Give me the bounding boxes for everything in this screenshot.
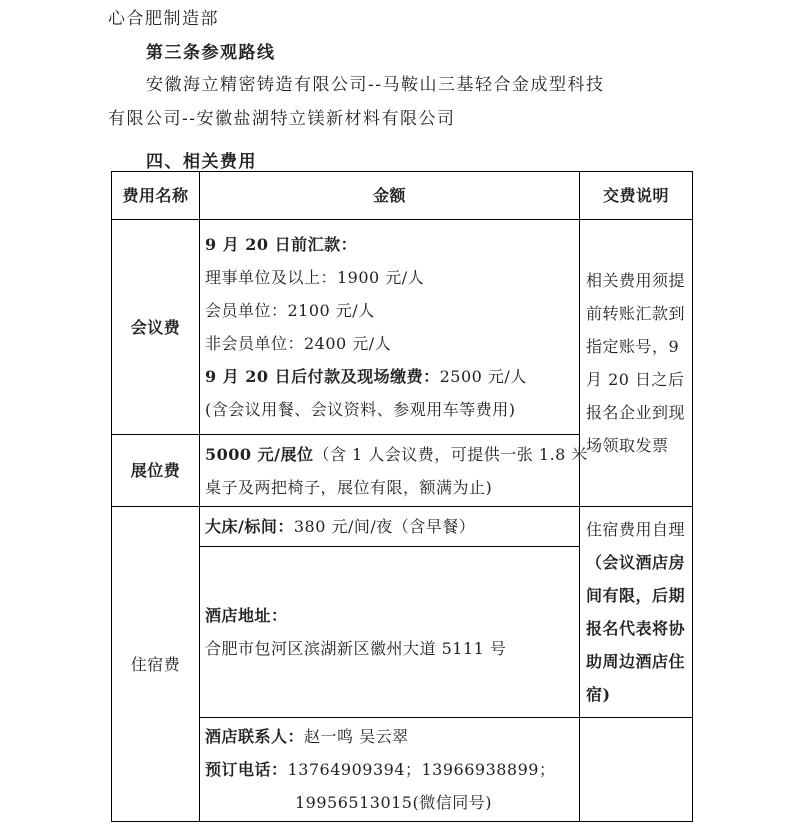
- booth-fee-amount: [200, 435, 588, 507]
- fees-table: [111, 171, 693, 822]
- meeting-fee-includes: (含会议用餐、会议资料、参观用车等费用): [205, 400, 516, 419]
- meeting-fee-row: [112, 220, 693, 435]
- contact-value: 赵一鸣 吴云翠: [304, 727, 409, 746]
- header-fee-name: 费用名称: [112, 172, 200, 220]
- intro-text-line: 心合肥制造部: [108, 9, 219, 29]
- phone-title: 预订电话：: [205, 760, 288, 779]
- post-payment-value: 2500 元/人: [439, 367, 527, 386]
- lodging-note-normal: 住宿费用自理: [586, 520, 686, 539]
- post-payment-line: [205, 360, 574, 393]
- route-text-line-2: 有限公司--安徽盐湖特立镁新材料有限公司: [108, 109, 456, 129]
- meeting-fee-amount: [200, 220, 580, 435]
- pre-remit-title: 9 月 20 日前汇款：: [205, 235, 358, 254]
- booth-price: 5000 元/展位: [205, 444, 314, 464]
- booth-desc-b: 桌子及两把椅子，展位有限，额满为止): [205, 477, 493, 497]
- room-price-cell: [200, 507, 580, 547]
- contact-line: [205, 720, 574, 753]
- post-payment-title: 9 月 20 日后付款及现场缴费：: [205, 367, 440, 386]
- phone-value: 13764909394；13966938899；: [287, 760, 556, 779]
- header-payment-note: 交费说明: [580, 172, 693, 220]
- hotel-address-cell: [200, 547, 580, 718]
- lodging-note: [580, 507, 693, 718]
- council-price: 理事单位及以上：1900 元/人: [205, 268, 425, 287]
- hotel-address-title: 酒店地址：: [205, 606, 288, 625]
- lodging-room-row: [112, 507, 693, 547]
- table-header-row: [112, 172, 693, 220]
- phone-value-2: 19956513015(微信同号): [295, 793, 492, 812]
- hotel-contact-row: [112, 718, 693, 822]
- empty-note-cell: [580, 718, 693, 822]
- hotel-address-value: 合肥市包河区滨湖新区徽州大道 5111 号: [205, 639, 507, 658]
- booth-desc-a: （含 1 人会议费，可提供一张 1.8 米: [313, 444, 588, 464]
- route-text-line-1: 安徽海立精密铸造有限公司--马鞍山三基轻合金成型科技: [146, 75, 605, 95]
- hotel-contact-cell: [200, 718, 580, 822]
- section-4-title: 四、相关费用: [146, 152, 257, 172]
- contact-title: 酒店联系人：: [205, 727, 305, 746]
- article-3-title: 第三条参观路线: [146, 43, 276, 63]
- header-amount: 金额: [200, 172, 580, 220]
- nonmember-price: 非会员单位：2400 元/人: [205, 334, 392, 353]
- lodging-fee-label: 住宿费: [112, 507, 200, 822]
- payment-note: 相关费用须提前转账汇款到指定账号，9 月 20 日之后报名企业到现场领取发票: [580, 220, 693, 507]
- booth-line-1: [205, 438, 588, 471]
- phone-line: [205, 753, 574, 786]
- booth-fee-label: 展位费: [112, 435, 200, 507]
- room-value: 380 元/间/夜（含早餐）: [293, 517, 476, 536]
- room-title: 大床/标间：: [205, 517, 294, 536]
- member-price: 会员单位：2100 元/人: [205, 301, 375, 320]
- meeting-fee-label: 会议费: [112, 220, 200, 435]
- lodging-note-bold: （会议酒店房间有限，后期报名代表将协助周边酒店住宿): [586, 553, 686, 704]
